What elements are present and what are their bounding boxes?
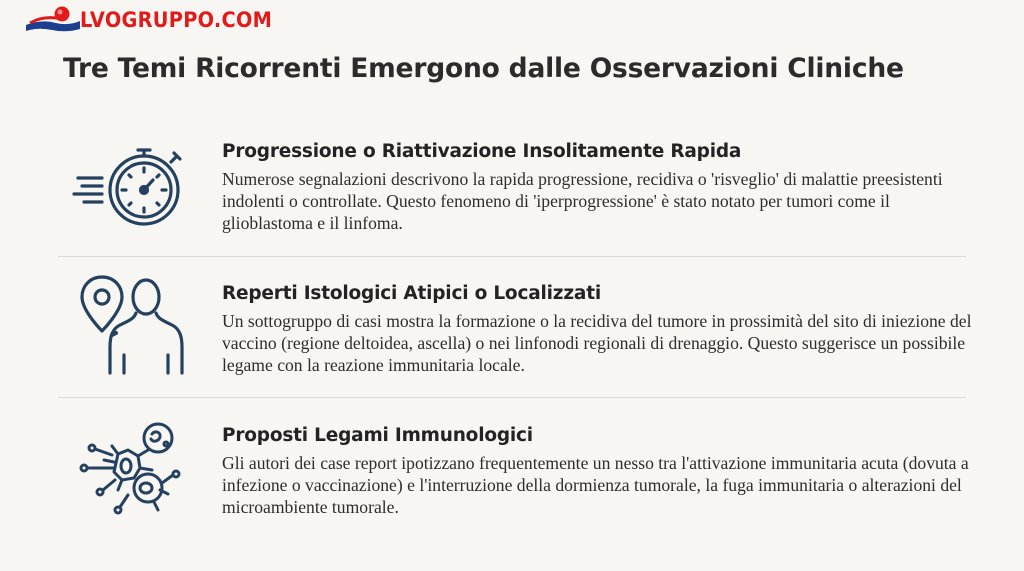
theme-title: Proposti Legami Immunologici — [222, 425, 533, 446]
page-title: Tre Temi Ricorrenti Emergono dalle Osservazioni Cliniche — [63, 53, 904, 84]
logo-mark-icon — [22, 3, 84, 37]
theme-description: Gli autori dei case report ipotizzano frequentemente un nesso tra l'attivazione immunitaria acuta (dovuta a infezione o vaccinazione) e l'interruzione della dormienza tumorale, la fuga immunitaria o alterazioni del microambiente tumorale. — [222, 453, 969, 517]
logo-text: LVOGRUPPO.COM — [80, 8, 273, 32]
theme-title: Reperti Istologici Atipici o Localizzati — [222, 283, 601, 304]
site-logo[interactable] — [22, 2, 289, 38]
theme-description: Un sottogruppo di casi mostra la formazione o la recidiva del tumore in prossimità del sito di iniezione del vaccino (regione deltoidea, ascella) o nei linfonodi regionali di drenaggio. Questo suggerisce un possibile legame con la reazione immunitaria locale. — [222, 311, 972, 375]
section-divider — [58, 397, 966, 398]
body-location-pin-icon — [72, 275, 192, 375]
theme-description: Numerose segnalazioni descrivono la rapida progressione, recidiva o 'risveglio' di malattie preesistenti indolenti o controllate. Questo fenomeno di 'iperprogressione' è stato notato per tumori come il glioblastoma e il linfoma. — [222, 169, 943, 233]
theme-title: Progressione o Riattivazione Insolitamente Rapida — [222, 141, 742, 162]
section-divider — [58, 256, 966, 257]
immune-cells-icon — [72, 418, 192, 518]
stopwatch-speed-icon — [72, 140, 192, 240]
